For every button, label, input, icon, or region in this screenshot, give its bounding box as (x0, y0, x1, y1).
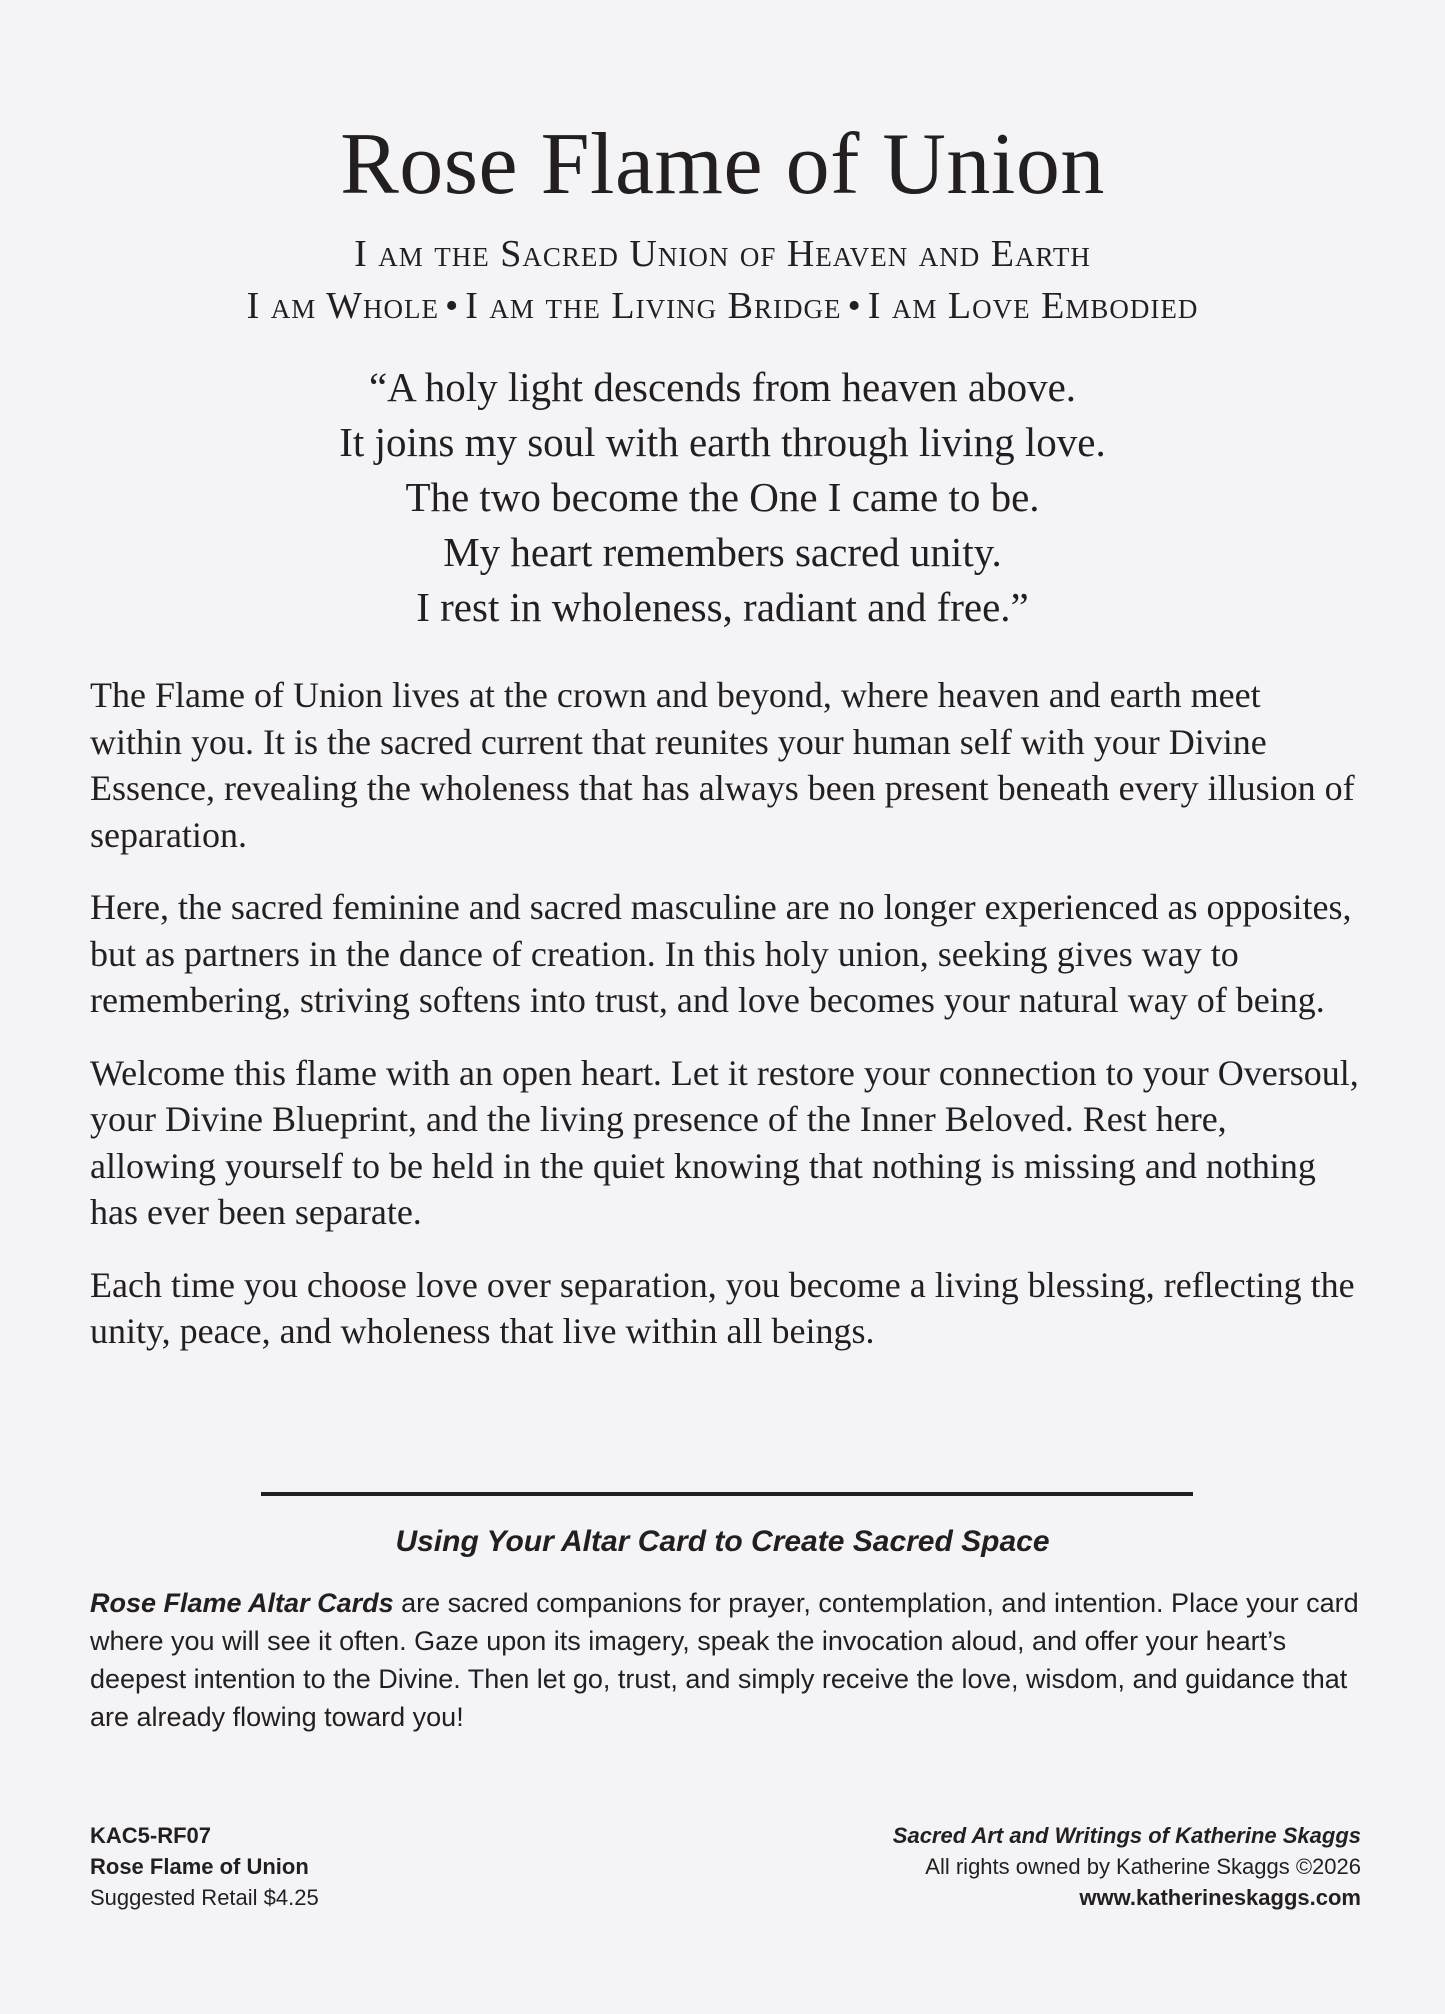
affirmation-love-embodied: I am Love Embodied (867, 285, 1199, 327)
invocation (0, 360, 1445, 635)
body-paragraph: Each time you choose love over separation, you become a living blessing, reflecting the unity, peace, and wholeness that live within all beings. (90, 1264, 1355, 1351)
product-name: Rose Flame of Union (90, 1854, 309, 1879)
affirmation-whole: I am Whole (246, 285, 439, 327)
bullet-separator: • (444, 285, 460, 327)
body-text (90, 672, 1360, 1381)
bullet-separator: • (847, 285, 862, 327)
product-sku: KAC5-RF07 (90, 1823, 212, 1848)
invocation-line: My heart remembers sacred unity. (443, 529, 1002, 575)
body-paragraph: The Flame of Union lives at the crown and beyond, where heaven and earth meet within you. It is the sacred current that reunites your human self with your Divine Essence, revealing the wholeness that has always been present beneath every illusion of separation. (90, 675, 1355, 855)
affirmation-line-2 (0, 280, 1445, 332)
website-link[interactable]: www.katherineskaggs.com (1079, 1885, 1361, 1910)
card-title: Rose Flame of Union (340, 116, 1105, 213)
invocation-line: I rest in wholeness, radiant and free.” (416, 584, 1029, 630)
suggested-retail: Suggested Retail $4.25 (90, 1885, 319, 1910)
artist-credit: Sacred Art and Writings of Katherine Skaggs (892, 1823, 1361, 1848)
using-lead: Rose Flame Altar Cards (90, 1588, 394, 1618)
invocation-line: “A holy light descends from heaven above. (368, 364, 1077, 410)
using-heading: Using Your Altar Card to Create Sacred Space (395, 1525, 1050, 1558)
copyright-notice: All rights owned by Katherine Skaggs ©2026 (925, 1854, 1361, 1879)
body-paragraph: Welcome this flame with an open heart. Let it restore your connection to your Oversoul, your Divine Blueprint, and the living presence of the Inner Beloved. Rest here, allowing yourself to be held in the quiet knowing that nothing is missing and nothing has ever been separate. (90, 1052, 1359, 1232)
invocation-line: It joins my soul with earth through living love. (339, 419, 1106, 465)
body-paragraph: Here, the sacred feminine and sacred masculine are no longer experienced as opposites, but as partners in the dance of creation. In this holy union, seeking gives way to remembering, striving softens into trust, and love becomes your natural way of being. (90, 887, 1352, 1020)
affirmations (0, 228, 1445, 332)
divider-rule (261, 1492, 1193, 1496)
footer-product-info (90, 1820, 319, 1913)
footer-credits (893, 1820, 1361, 1913)
affirmation-living-bridge: I am the Living Bridge (465, 285, 842, 327)
using-instructions (90, 1584, 1365, 1736)
affirmation-line-1: I am the Sacred Union of Heaven and Earth (354, 233, 1091, 275)
invocation-line: The two become the One I came to be. (405, 474, 1040, 520)
using-text: are sacred companions for prayer, contemplation, and intention. Place your card where you will see it often. Gaze upon its imagery, speak the invocation aloud, and offer your heart’s deepest intention to the Divine. Then let go, trust, and simply receive the love, wisdom, and guidance that are already flowing toward you! (90, 1588, 1359, 1732)
